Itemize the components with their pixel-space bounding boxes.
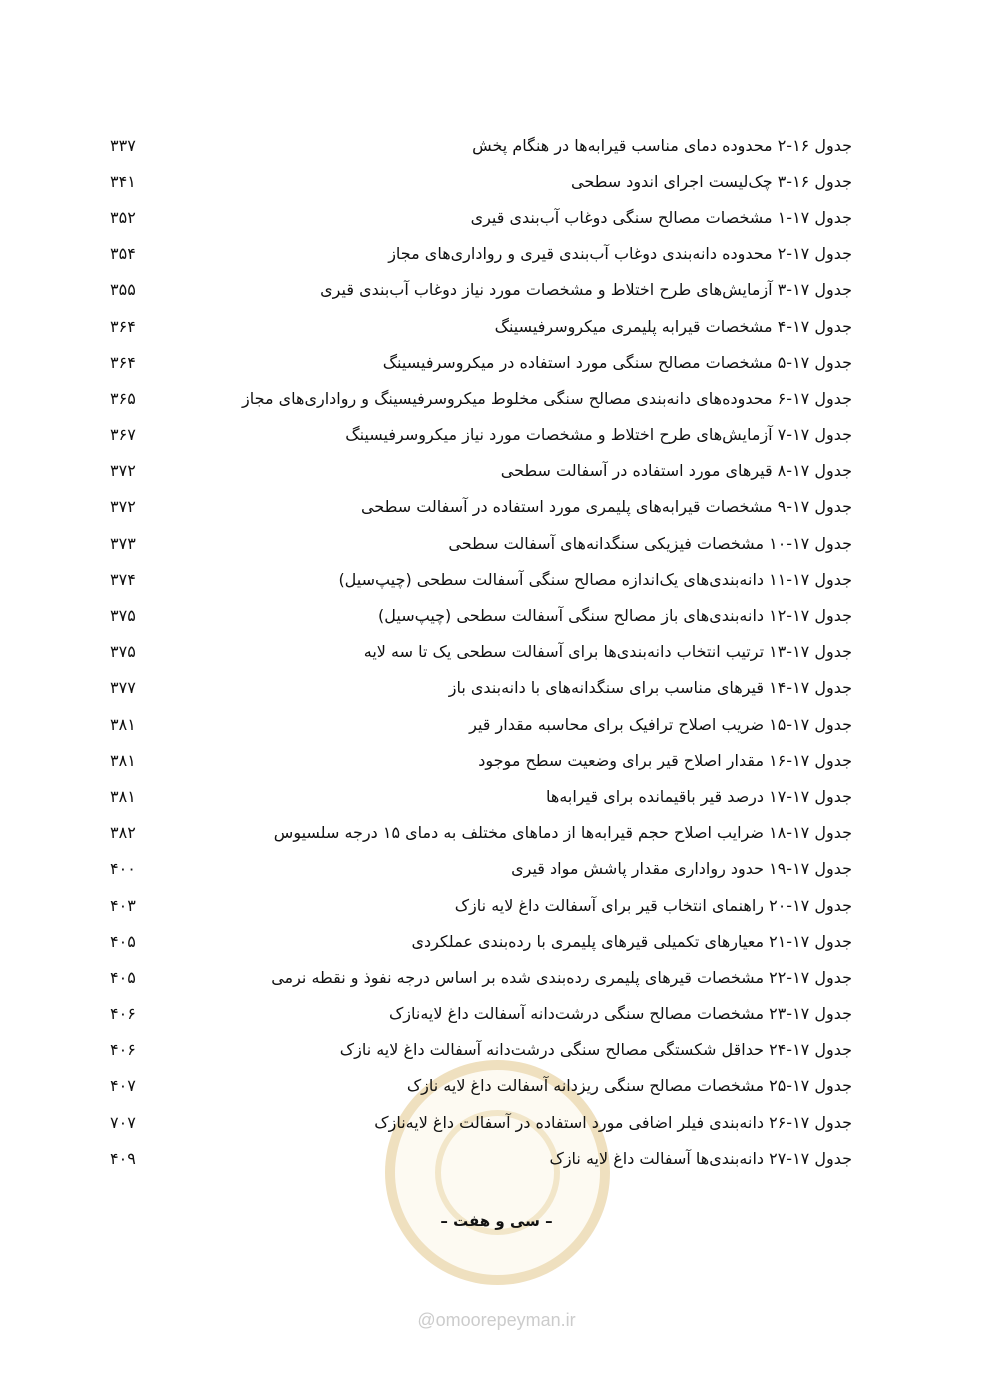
toc-entry-title: جدول ۱۷-۳ آزمایش‌های طرح اختلاط و مشخصات مورد نیاز دوغاب آب‌بندی قیری: [320, 280, 852, 300]
toc-entry-title: جدول ۱۷-۲۷ دانه‌بندی‌ها آسفالت داغ لایه نازک: [549, 1148, 852, 1168]
toc-page-number: ۳۸۱: [110, 786, 136, 806]
toc-entry-title: جدول ۱۷-۲۰ راهنمای انتخاب قیر برای آسفالت داغ لایه نازک: [454, 895, 852, 915]
toc-row: [110, 417, 852, 453]
toc-entry-title: جدول ۱۷-۱۱ دانه‌بندی‌های یک‌اندازه مصالح سنگی آسفالت سطحی (چیپ‌سیل): [338, 569, 852, 589]
toc-entry-title: جدول ۱۷-۴ مشخصات قیرابه پلیمری میکروسرفیسینگ: [494, 316, 852, 336]
toc-row: [110, 706, 852, 742]
toc-page-number: ۳۵۴: [110, 244, 136, 264]
toc-page-number: ۳۶۵: [110, 388, 136, 408]
toc-entry-title: جدول ۱۷-۲۶ دانه‌بندی فیلر اضافی مورد استفاده در آسفالت داغ لایه‌نازک: [374, 1112, 852, 1132]
toc-page-number: ۳۶۴: [110, 316, 136, 336]
toc-page-number: ۴۰۵: [110, 931, 136, 951]
toc-entry-title: جدول ۱۶-۲ محدوده دمای مناسب قیرابه‌ها در هنگام پخش: [472, 135, 852, 155]
toc-entry-title: جدول ۱۷-۲۳ مشخصات مصالح سنگی درشت‌دانه آسفالت داغ لایه‌نازک: [388, 1004, 852, 1024]
toc-entry-title: جدول ۱۷-۱۳ ترتیب انتخاب دانه‌بندی‌ها برای آسفالت سطحی یک تا سه لایه: [363, 642, 852, 662]
toc-entry-title: جدول ۱۷-۲۱ معیارهای تکمیلی قیرهای پلیمری با رده‌بندی عملکردی: [411, 931, 852, 951]
toc-row: [110, 887, 852, 923]
toc-entry-title: جدول ۱۷-۱۵ ضریب اصلاح ترافیک برای محاسبه مقدار قیر: [469, 714, 852, 734]
toc-page-number: ۳۸۱: [110, 750, 136, 770]
toc-row: [110, 597, 852, 633]
toc-entry-title: جدول ۱۷-۱۷ درصد قیر باقیمانده برای قیرابه‌ها: [546, 786, 852, 806]
toc-page-number: ۳۶۴: [110, 352, 136, 372]
toc-entry-title: جدول ۱۷-۸ قیرهای مورد استفاده در آسفالت سطحی: [500, 461, 852, 481]
toc-page-number: ۳۳۷: [110, 135, 136, 155]
toc-row: [110, 1032, 852, 1068]
toc-page-number: ۴۰۵: [110, 967, 136, 987]
toc-row: [110, 670, 852, 706]
toc-row: [110, 959, 852, 995]
page-number-footer: – سی و هفت –: [440, 1212, 553, 1230]
toc-page-number: ۳۵۵: [110, 280, 136, 300]
toc-row: [110, 308, 852, 344]
toc-row: [110, 236, 852, 272]
toc-row: [110, 127, 852, 163]
toc-entry-title: جدول ۱۷-۲۴ حداقل شکستگی مصالح سنگی درشت‌دانه آسفالت داغ لایه نازک: [339, 1040, 852, 1060]
toc-page-number: ۳۸۲: [110, 823, 136, 843]
toc-page-number: ۳۸۱: [110, 714, 136, 734]
toc-page-number: ۳۷۵: [110, 642, 136, 662]
toc-row: [110, 1140, 852, 1176]
toc-page-number: ۴۰۷: [110, 1076, 136, 1096]
toc-row: [110, 453, 852, 489]
toc-page-number: ۳۷۲: [110, 497, 136, 517]
toc-row: [110, 561, 852, 597]
toc-row: [110, 1068, 852, 1104]
toc-page-number: ۴۰۶: [110, 1040, 136, 1060]
toc-entry-title: جدول ۱۷-۷ آزمایش‌های طرح اختلاط و مشخصات مورد نیاز میکروسرفیسینگ: [345, 425, 852, 445]
toc-entry-title: جدول ۱۷-۵ مشخصات مصالح سنگی مورد استفاده در میکروسرفیسینگ: [382, 352, 852, 372]
toc-row: [110, 380, 852, 416]
toc-row: [110, 778, 852, 814]
toc-page-number: ۴۰۹: [110, 1148, 136, 1168]
toc-row: [110, 742, 852, 778]
toc-entry-title: جدول ۱۷-۱۹ حدود رواداری مقدار پاشش مواد قیری: [511, 859, 852, 879]
watermark-url: @omoorepeyman.ir: [417, 1310, 576, 1330]
toc-page-number: ۳۴۱: [110, 171, 136, 191]
toc-row: [110, 272, 852, 308]
toc-page-number: ۷۰۷: [110, 1112, 136, 1132]
toc-row: [110, 344, 852, 380]
toc-page-number: ۳۷۲: [110, 461, 136, 481]
toc-entry-title: جدول ۱۷-۲۵ مشخصات مصالح سنگی ریزدانه آسفالت داغ لایه نازک: [406, 1076, 852, 1096]
toc-row: [110, 923, 852, 959]
toc-page-number: ۳۷۵: [110, 606, 136, 626]
toc-page-number: ۴۰۳: [110, 895, 136, 915]
toc-page-number: ۴۰۶: [110, 1004, 136, 1024]
toc-entry-title: جدول ۱۷-۱ مشخصات مصالح سنگی دوغاب آب‌بندی قیری: [470, 207, 852, 227]
toc-row: [110, 1104, 852, 1140]
toc-page-number: ۳۷۳: [110, 533, 136, 553]
toc-entry-title: جدول ۱۷-۲۲ مشخصات قیرهای پلیمری رده‌بندی شده بر اساس درجه نفوذ و نقطه نرمی: [271, 967, 852, 987]
toc-page-number: ۳۵۲: [110, 207, 136, 227]
toc-row: [110, 525, 852, 561]
toc-entry-title: جدول ۱۷-۲ محدوده دانه‌بندی دوغاب آب‌بندی قیری و رواداری‌های مجاز: [388, 244, 852, 264]
toc-entry-title: جدول ۱۷-۹ مشخصات قیرابه‌های پلیمری مورد استفاده در آسفالت سطحی: [360, 497, 852, 517]
toc-row: [110, 163, 852, 199]
toc-page-number: ۳۷۷: [110, 678, 136, 698]
toc-row: [110, 634, 852, 670]
toc-entry-title: جدول ۱۷-۱۶ مقدار اصلاح قیر برای وضعیت سطح موجود: [478, 750, 852, 770]
toc-entry-title: جدول ۱۷-۱۸ ضرایب اصلاح حجم قیرابه‌ها از دماهای مختلف به دمای ۱۵ درجه سلسیوس: [273, 823, 852, 843]
toc-row: [110, 996, 852, 1032]
toc-row: [110, 489, 852, 525]
toc-entry-title: جدول ۱۷-۱۰ مشخصات فیزیکی سنگدانه‌های آسفالت سطحی: [448, 533, 852, 553]
toc-entry-title: جدول ۱۷-۶ محدوده‌های دانه‌بندی مصالح سنگی مخلوط میکروسرفیسینگ و رواداری‌های مجاز: [242, 388, 852, 408]
toc-row: [110, 815, 852, 851]
toc-entry-title: جدول ۱۷-۱۲ دانه‌بندی‌های باز مصالح سنگی آسفالت سطحی (چیپ‌سیل): [378, 606, 852, 626]
toc-entry-title: جدول ۱۷-۱۴ قیرهای مناسب برای سنگدانه‌های با دانه‌بندی باز: [448, 678, 852, 698]
toc-row: [110, 851, 852, 887]
toc-page-number: ۳۶۷: [110, 425, 136, 445]
toc-page-number: ۳۷۴: [110, 569, 136, 589]
toc-page-number: ۴۰۰: [110, 859, 136, 879]
table-of-contents: [110, 127, 852, 1176]
toc-entry-title: جدول ۱۶-۳ چک‌لیست اجرای اندود سطحی: [570, 171, 852, 191]
toc-row: [110, 199, 852, 235]
